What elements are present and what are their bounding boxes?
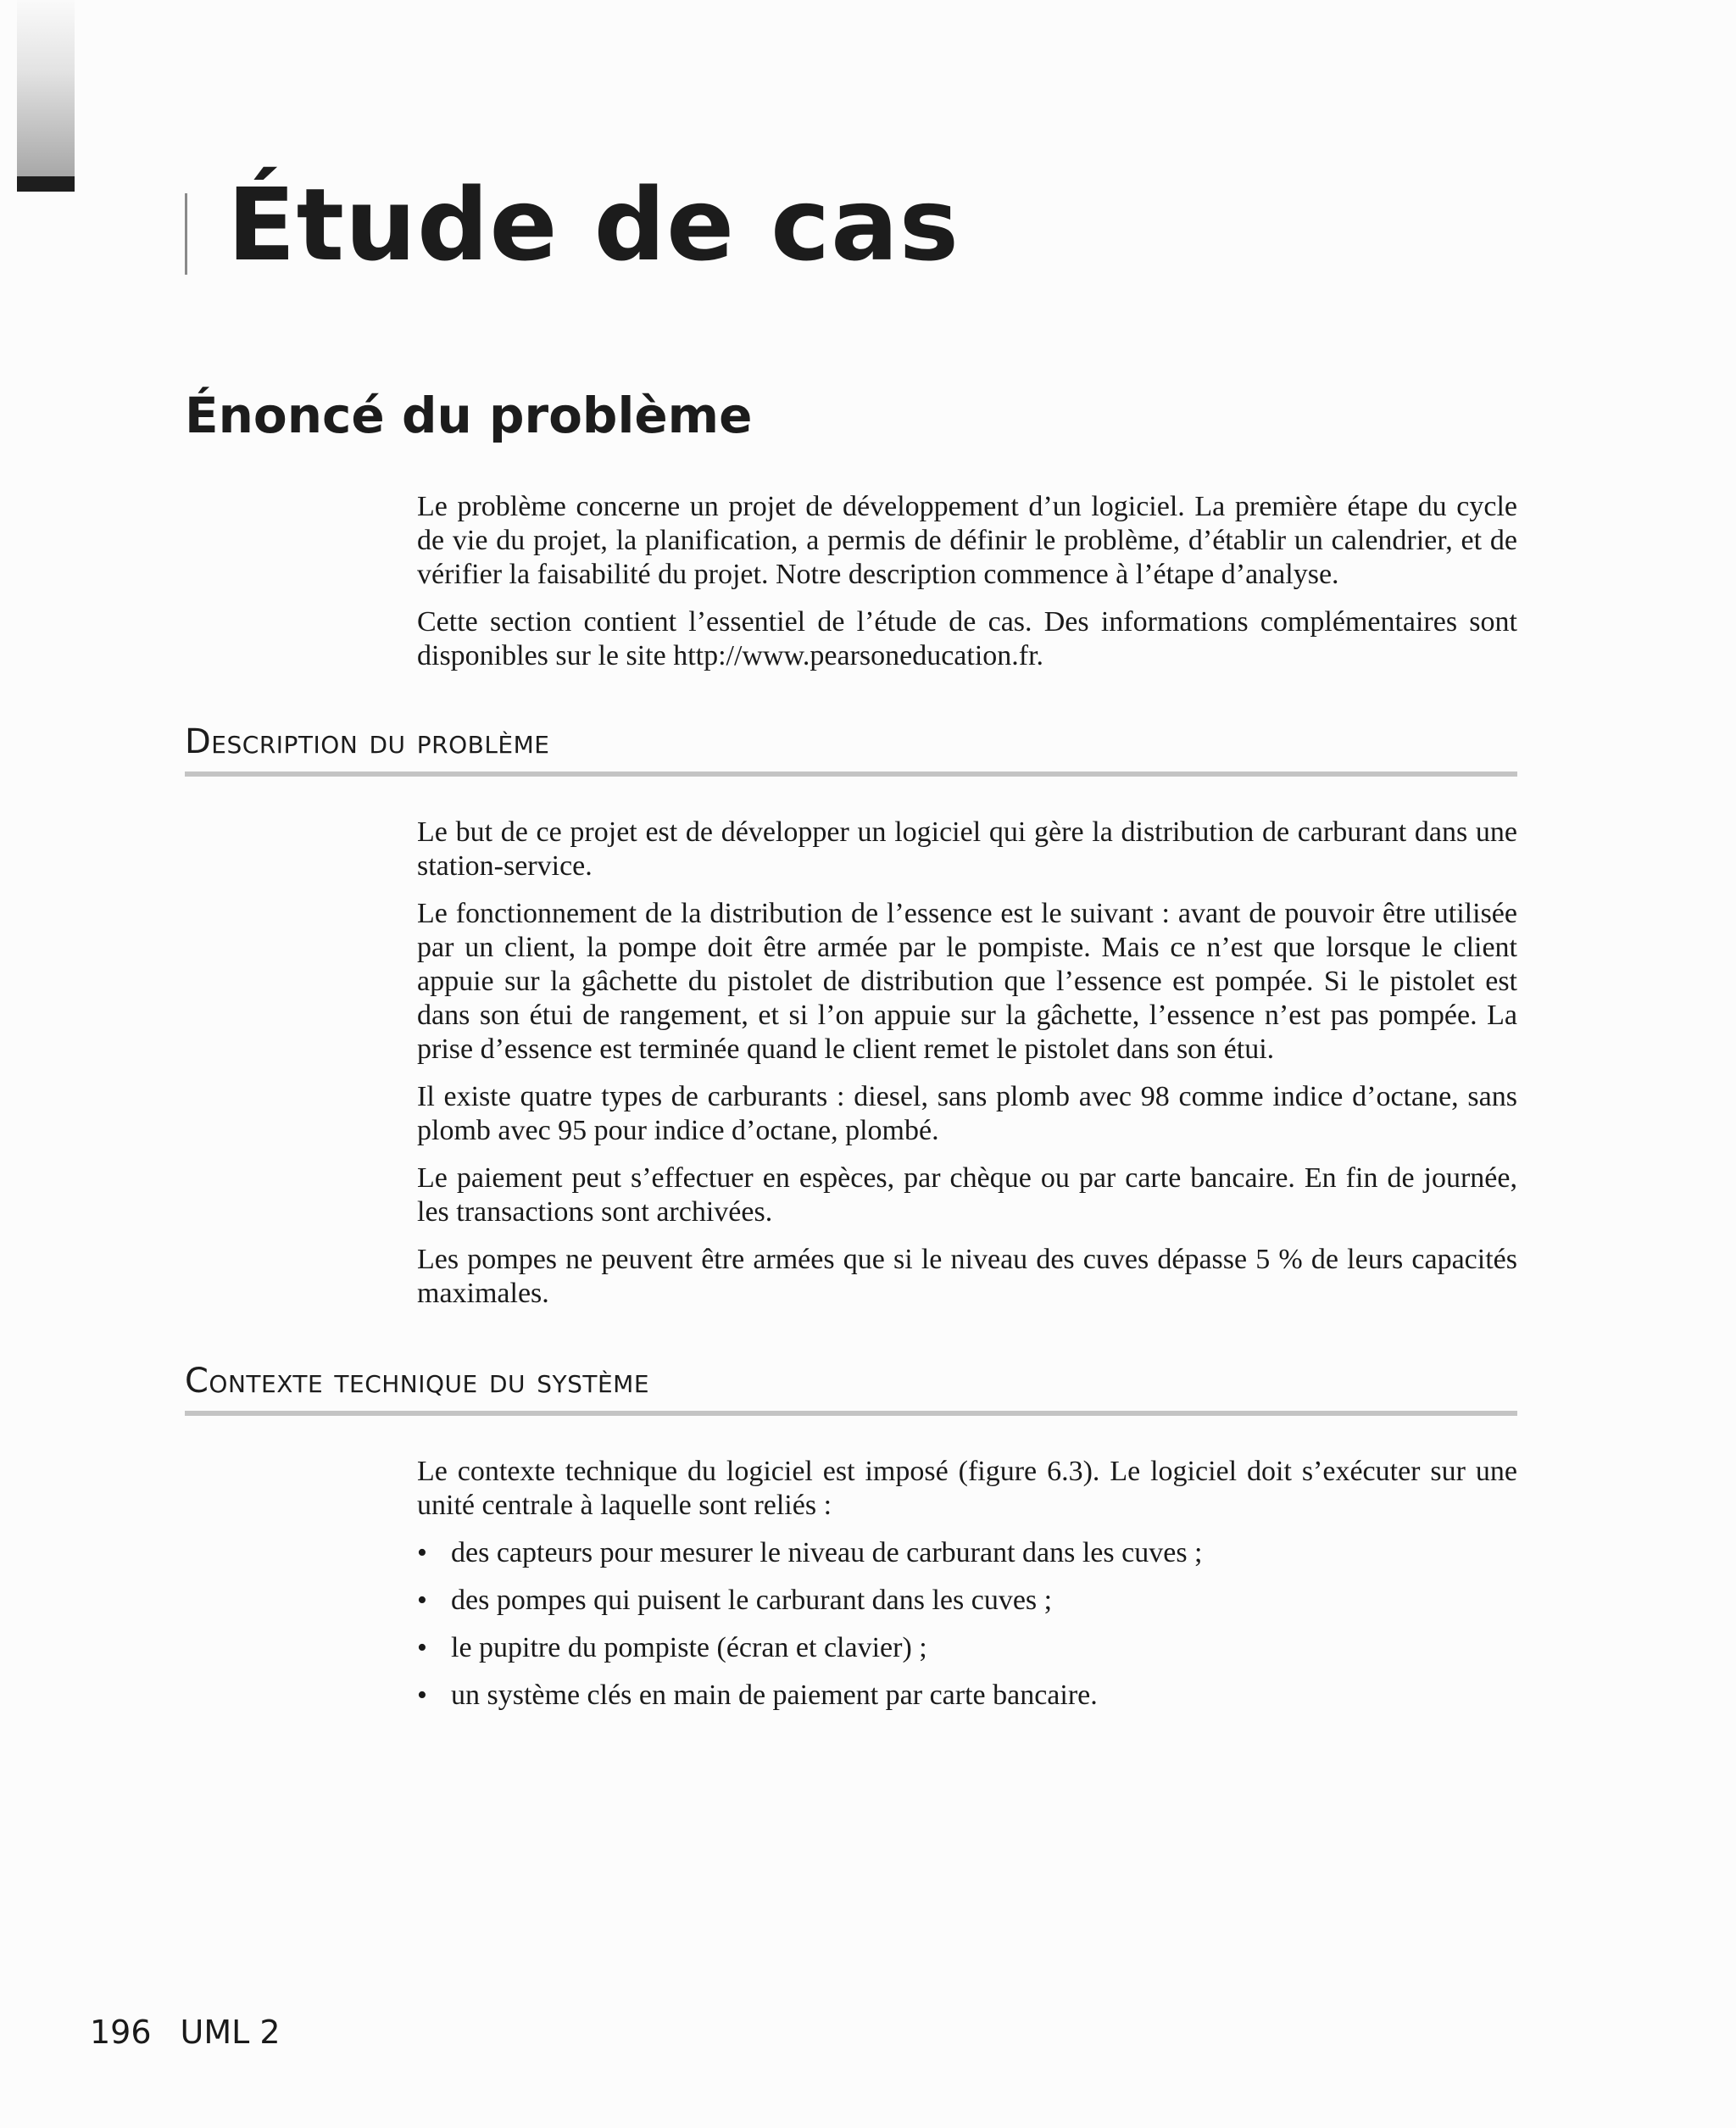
description-paragraph: Le fonctionnement de la distribution de l’essence est le suivant : avant de pouvoir être utilisée par un client, la pompe doit être armée par le pompiste. Mais ce n’est que lorsque le client appuie sur la gâchette du pistolet de distribution que l’essence est pompée. Si le pistolet est dans son étui de rangement, et si l’on appuie sur la gâchette, l’essence n’est pas pompée. La prise d’essence est terminée quand le client remet le pistolet dans son étui.	[417, 898, 1517, 1065]
list-item-text: un système clés en main de paiement par carte bancaire.	[451, 1680, 1098, 1711]
description-paragraph: Les pompes ne peuvent être armées que si le niveau des cuves dépasse 5 % de leurs capacités maximales.	[417, 1244, 1517, 1309]
page-footer	[90, 2011, 281, 2053]
context-paragraph: Le contexte technique du logiciel est imposé (figure 6.3). Le logiciel doit s’exécuter sur une unité centrale à laquelle sont reliés :	[417, 1456, 1517, 1521]
chapter-title-bar	[185, 193, 187, 275]
section-title: Énoncé du problème	[185, 387, 753, 444]
heading-rule	[185, 772, 1517, 777]
bullet-icon: •	[417, 1537, 427, 1568]
list-item-text: des capteurs pour mesurer le niveau de carburant dans les cuves ;	[451, 1537, 1203, 1568]
description-heading-block	[185, 717, 1517, 777]
context-text	[417, 1455, 1517, 1726]
list-item	[417, 1584, 1517, 1618]
description-paragraph: Le paiement peut s’effectuer en espèces, par chèque ou par carte bancaire. En fin de journée, les transactions sont archivées.	[417, 1162, 1517, 1228]
intro-text	[417, 490, 1517, 687]
description-paragraph: Il existe quatre types de carburants : diesel, sans plomb avec 98 comme indice d’octane, sans plomb avec 95 pour indice d’octane, plombé.	[417, 1081, 1517, 1146]
intro-paragraph: Le problème concerne un projet de développement d’un logiciel. La première étape du cycle de vie du projet, la planification, a permis de définir le problème, d’établir un calendrier, et de vérifier la faisabilité du projet. Notre description commence à l’étape d’analyse.	[417, 491, 1517, 590]
bullet-icon: •	[417, 1585, 427, 1616]
description-heading: Description du problème	[185, 722, 550, 761]
page-number: 196	[90, 2014, 152, 2051]
book-title: UML 2	[180, 2014, 281, 2051]
list-item	[417, 1631, 1517, 1665]
description-text	[417, 816, 1517, 1324]
bullet-icon: •	[417, 1632, 427, 1663]
list-item	[417, 1679, 1517, 1713]
chapter-title: Étude de cas	[227, 166, 960, 283]
page-tab-marker-base	[17, 176, 75, 192]
list-item-text: des pompes qui puisent le carburant dans les cuves ;	[451, 1585, 1053, 1616]
context-bullet-list	[417, 1536, 1517, 1713]
context-heading-block	[185, 1356, 1517, 1416]
description-paragraph: Le but de ce projet est de développer un logiciel qui gère la distribution de carburant dans une station-service.	[417, 816, 1517, 882]
list-item	[417, 1536, 1517, 1570]
bullet-icon: •	[417, 1680, 427, 1711]
heading-rule	[185, 1411, 1517, 1416]
list-item-text: le pupitre du pompiste (écran et clavier) ;	[451, 1632, 927, 1663]
intro-paragraph: Cette section contient l’essentiel de l’étude de cas. Des informations complémentaires sont disponibles sur le site http://www.pearsoneducation.fr.	[417, 606, 1517, 671]
context-heading: Contexte technique du système	[185, 1362, 650, 1401]
page-tab-marker	[17, 0, 75, 176]
